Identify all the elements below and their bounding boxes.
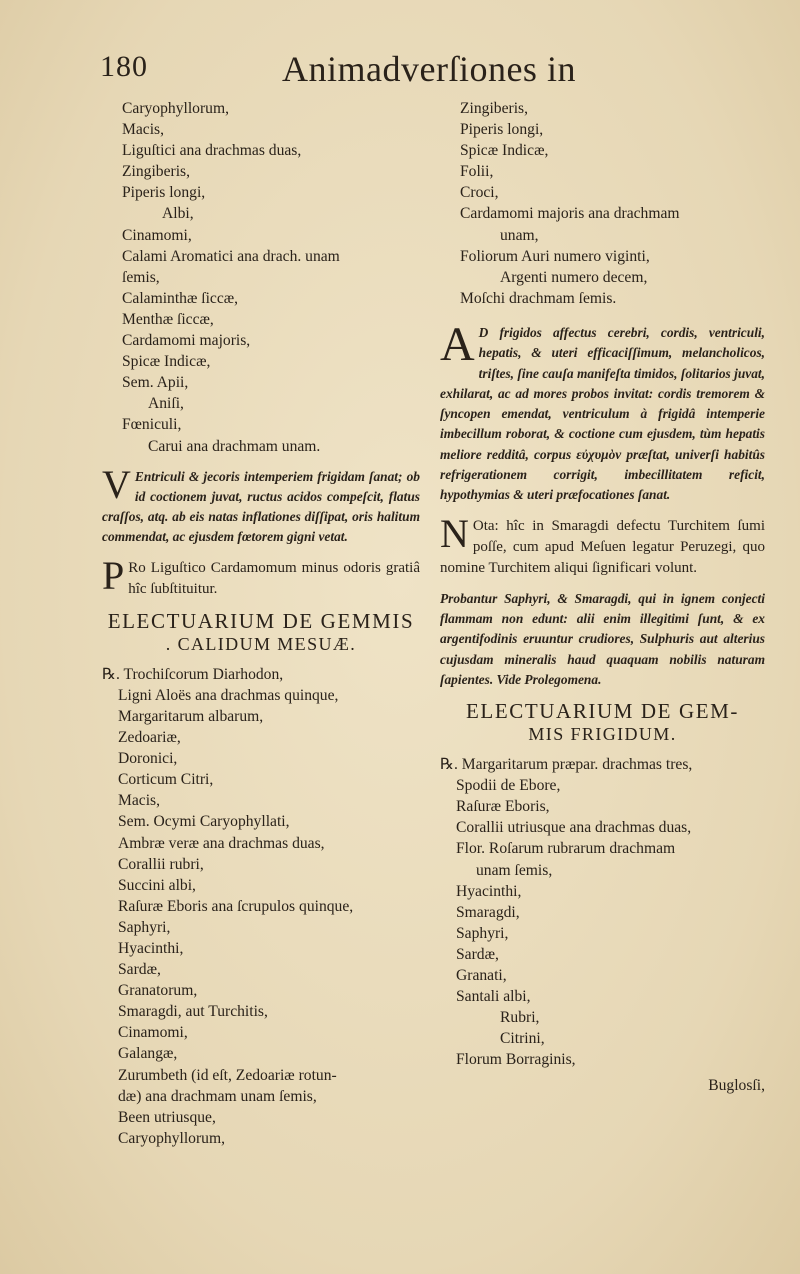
list-item: Granatorum, xyxy=(118,982,198,1000)
list-item: Sardæ, xyxy=(456,945,499,963)
drop-capital: P xyxy=(102,552,125,598)
list-item: Argenti numero decem, xyxy=(500,268,648,286)
list-item: Citrini, xyxy=(500,1030,545,1048)
list-item: Foliorum Auri numero viginti, xyxy=(460,247,650,265)
list-item: Granati, xyxy=(456,967,507,985)
list-item: Hyacinthi, xyxy=(118,940,184,957)
list-item: Zingiberis, xyxy=(122,163,190,181)
list-item: Sardæ, xyxy=(118,961,161,979)
running-head: Animadverſiones in xyxy=(282,49,576,89)
section-heading xyxy=(102,610,420,656)
paragraph-ventriculi xyxy=(102,461,420,548)
list-item: Spicæ Indicæ, xyxy=(122,353,211,371)
drop-capital: A xyxy=(440,317,475,371)
list-item: Corticum Citri, xyxy=(118,771,214,789)
list-item: Corallii utriusque ana drachmas duas, xyxy=(456,819,692,837)
paragraph-text: Ota: hîc in Smaragdi defectu Turchitem ſumi poſſe, cum apud Meſuen legatur Peruzegi, quo nomine Turchitem aliqui ſignificari volunt. xyxy=(440,517,765,576)
list-item: Spodii de Ebore, xyxy=(456,777,561,795)
paragraph-nota xyxy=(440,510,765,579)
list-item: Sem. Apii, xyxy=(122,374,189,392)
paragraph-text: D frigidos affectus cerebri, cordis, ventriculi, hepatis, & uteri efficaciſſimum, melancholicos, triſtes, ſine cauſa manifeſta timidos, ſolitarios juvat, exhilarat, ac ad mores probos invitat: cordis tremorem & ſyncopen emendat, ventriculum à frigidâ intemperie imbecillum roborat, & coctione cum ejusdem, tùm hepatis meliore redditâ, corpus εὐχυμὸν præſtat, univerſi habitûs refrigerationem corrigit, imbecillitatem reficit, hypothymias & uteri præfocationes ſanat. xyxy=(440,324,765,503)
heading-line: ELECTUARIUM DE GEMMIS xyxy=(107,608,415,633)
list-item: Ambræ veræ ana drachmas duas, xyxy=(118,834,325,852)
list-item: Cardamomi majoris ana drachmam xyxy=(460,205,680,223)
list-item: Florum Borraginis, xyxy=(456,1051,576,1069)
list-item: ſemis, xyxy=(122,268,160,286)
list-item: Folii, xyxy=(460,163,494,181)
list-item: Macis, xyxy=(118,792,161,810)
list-item: Margaritarum albarum, xyxy=(118,707,264,725)
list-item: Cinamomi, xyxy=(122,226,192,244)
list-item: unam ſemis, xyxy=(476,861,553,879)
list-item: Corallii rubri, xyxy=(118,855,204,873)
list-item: Raſuræ Eboris ana ſcrupulos quinque, xyxy=(118,897,354,915)
list-item: Zedoariæ, xyxy=(118,729,181,747)
list-item: Rubri, xyxy=(500,1009,540,1027)
drop-capital: V xyxy=(102,461,131,507)
list-item: Albi, xyxy=(162,205,194,223)
list-item: Croci, xyxy=(460,184,499,202)
paragraph-text: Entriculi & jecoris intemperiem frigidam ſanat; ob id coctionem juvat, ructus acidos compeſcit, flatus craſſos, atq. ab eis natas inflationes diſſipat, oris halitum commendat, ac ejusdem fœtorem gigni vetat. xyxy=(102,468,420,545)
list-item: Smaragdi, xyxy=(456,903,520,921)
heading-line: ELECTUARIUM DE GEM- xyxy=(465,699,740,724)
section-heading xyxy=(440,700,765,746)
list-item: Caryophyllorum, xyxy=(118,1129,225,1147)
drop-capital: N xyxy=(440,510,469,556)
list-item: Aniſi, xyxy=(148,395,184,413)
paragraph-ad-frigidos xyxy=(440,317,765,506)
list-item: Cinamomi, xyxy=(118,1024,188,1042)
paragraph-text: Ro Liguſtico Cardamomum minus odoris gratiâ hîc ſubſtituitur. xyxy=(128,559,420,597)
list-item: ℞. Trochiſcorum Diarhodon, xyxy=(102,665,284,683)
list-item: Saphyri, xyxy=(456,924,509,942)
list-item: Succini albi, xyxy=(118,876,196,894)
list-item: Doronici, xyxy=(118,750,178,768)
list-item: dæ) ana drachmam unam ſemis, xyxy=(118,1087,317,1105)
heading-line: MIS FRIGIDUM. xyxy=(528,724,677,745)
list-item: Cardamomi majoris, xyxy=(122,332,251,350)
list-item: Fœniculi, xyxy=(122,416,182,434)
list-item: Macis, xyxy=(122,121,165,139)
list-item: Ligni Aloës ana drachmas quinque, xyxy=(118,686,339,704)
list-item: Raſuræ Eboris, xyxy=(456,798,550,816)
list-item: Hyacinthi, xyxy=(456,882,522,900)
list-item: Spicæ Indicæ, xyxy=(460,142,549,160)
list-item: Sem. Ocymi Caryophyllati, xyxy=(118,813,290,831)
right-column xyxy=(440,98,765,1096)
list-item: unam, xyxy=(500,226,539,244)
list-item: Calami Aromatici ana drach. unam xyxy=(122,247,340,265)
list-item: Liguſtici ana drachmas duas, xyxy=(122,142,302,160)
list-item: ℞. Margaritarum præpar. drachmas tres, xyxy=(440,756,693,774)
list-item: Calaminthæ ſiccæ, xyxy=(122,289,239,307)
list-item: Caryophyllorum, xyxy=(122,100,229,117)
list-item: Smaragdi, aut Turchitis, xyxy=(118,1003,268,1021)
list-item: Carui ana drachmam unam. xyxy=(148,437,321,455)
list-item: Zurumbeth (id eſt, Zedoariæ rotun- xyxy=(118,1066,337,1084)
list-item: Been utriusque, xyxy=(118,1108,216,1126)
list-item: Santali albi, xyxy=(456,988,531,1006)
list-item: Galangæ, xyxy=(118,1045,178,1063)
left-column xyxy=(102,98,420,1149)
list-item: Piperis longi, xyxy=(460,121,544,139)
list-item: Saphyri, xyxy=(118,918,171,936)
list-item: Piperis longi, xyxy=(122,184,206,202)
catchword: Buglosſi, xyxy=(708,1076,765,1094)
list-item: Menthæ ſiccæ, xyxy=(122,310,214,328)
paragraph-pro-ligustico xyxy=(102,552,420,600)
list-item: Zingiberis, xyxy=(460,100,528,117)
list-item: Flor. Roſarum rubrarum drachmam xyxy=(456,840,676,858)
paragraph-probantur xyxy=(440,589,765,690)
list-item: Moſchi drachmam ſemis. xyxy=(460,289,617,307)
heading-line: . CALIDUM MESUÆ. xyxy=(165,633,357,654)
paragraph-text: Probantur Saphyri, & Smaragdi, qui in ignem conjecti flammam non edunt: alii enim illegitimi ſunt, & ex argentifodinis eruuntur crudiores, Sulphuris aut alterius cujusdam mineralis haud quaquam nobilis naturam ſapientes. Vide Prolegomena. xyxy=(440,590,765,687)
page-header xyxy=(100,48,760,98)
page-number: 180 xyxy=(100,50,148,83)
